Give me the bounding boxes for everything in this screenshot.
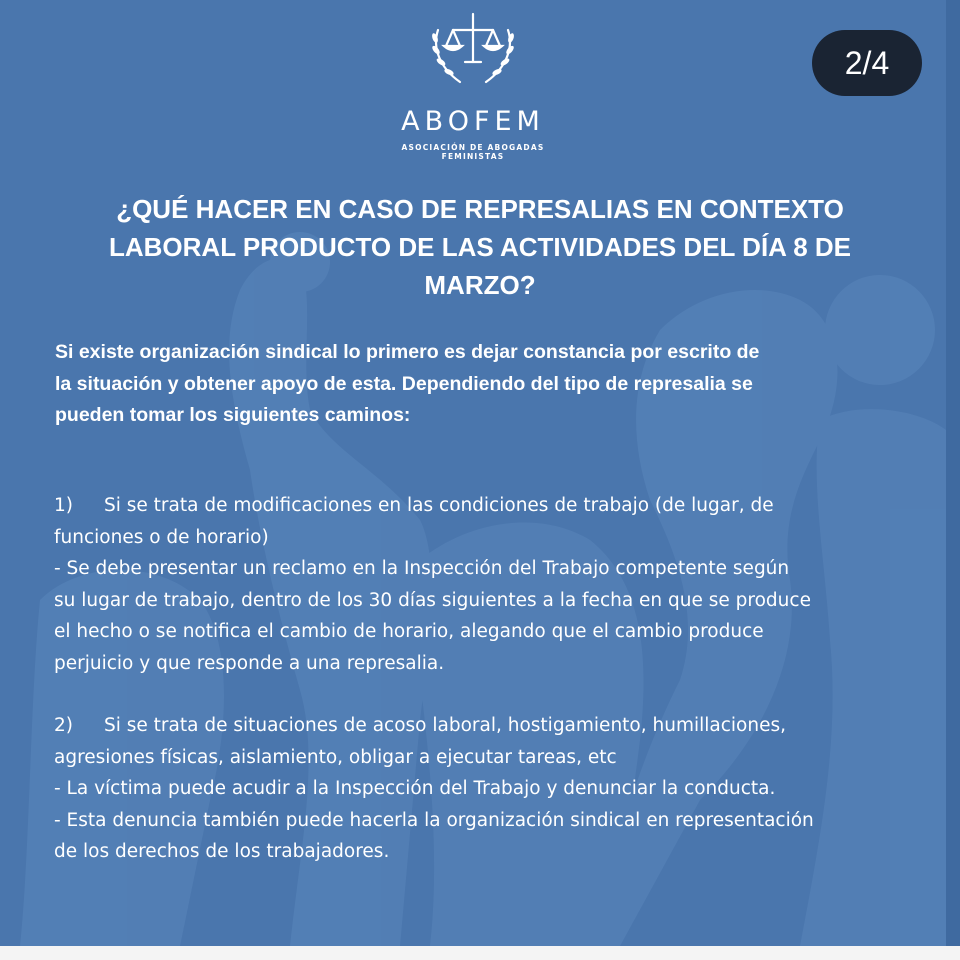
item-bullet-line: su lugar de trabajo, dentro de los 30 días siguientes a la fecha en que se produce — [54, 589, 811, 611]
item-heading-line: agresiones físicas, aislamiento, obligar a ejecutar tareas, etc — [54, 746, 617, 768]
logo-subtitle-line: ASOCIACIÓN DE ABOGADAS — [401, 143, 545, 152]
item-bullet-line: perjuicio y que responde a una represalia. — [54, 652, 445, 674]
steps-list — [54, 490, 924, 899]
page-title — [70, 190, 890, 304]
intro-line: pueden tomar los siguientes caminos: — [55, 404, 411, 426]
title-line: MARZO? — [424, 270, 536, 300]
list-item — [54, 490, 924, 679]
logo-name: ABOFEM — [401, 106, 545, 137]
logo-subtitle-line: FEMINISTAS — [441, 152, 505, 161]
item-bullet-line: - Se debe presentar un reclamo en la Inspección del Trabajo competente según — [54, 558, 790, 579]
list-item — [54, 710, 924, 868]
item-bullet-line: - Esta denuncia también puede hacerla la organización sindical en representación — [54, 809, 814, 831]
frame-edge-right — [946, 0, 960, 946]
intro-line: la situación y obtener apoyo de esta. Dependiendo del tipo de represalia se — [55, 372, 753, 395]
item-heading-text: Si se trata de situaciones de acoso laboral, hostigamiento, humillaciones, — [104, 715, 786, 736]
item-number: 1) — [54, 495, 73, 516]
item-heading-text: Si se trata de modificaciones en las condiciones de trabajo (de lugar, de — [104, 495, 774, 516]
scales-of-justice-laurel-icon — [428, 10, 518, 90]
title-line: LABORAL PRODUCTO DE LAS ACTIVIDADES DEL DÍA 8 DE — [108, 232, 852, 262]
page-indicator-badge: 2/4 — [812, 30, 922, 96]
item-bullet-line: - La víctima puede acudir a la Inspección del Trabajo y denunciar la conducta. — [54, 778, 776, 799]
frame-edge-bottom — [0, 946, 960, 960]
item-heading-line: funciones o de horario) — [54, 526, 269, 548]
intro-line: Si existe organización sindical lo primero es dejar constancia por escrito de — [55, 341, 760, 363]
item-bullet-line: el hecho o se notifica el cambio de horario, alegando que el cambio produce — [54, 621, 764, 642]
item-heading-line — [54, 710, 924, 742]
logo — [0, 10, 946, 161]
title-line: ¿QUÉ HACER EN CASO DE REPRESALIAS EN CONTEXTO — [116, 194, 844, 224]
item-heading-line — [54, 490, 924, 522]
intro-paragraph — [55, 337, 905, 432]
logo-subtitle — [0, 143, 946, 161]
item-bullet-line: de los derechos de los trabajadores. — [54, 841, 390, 862]
item-number: 2) — [54, 715, 73, 736]
